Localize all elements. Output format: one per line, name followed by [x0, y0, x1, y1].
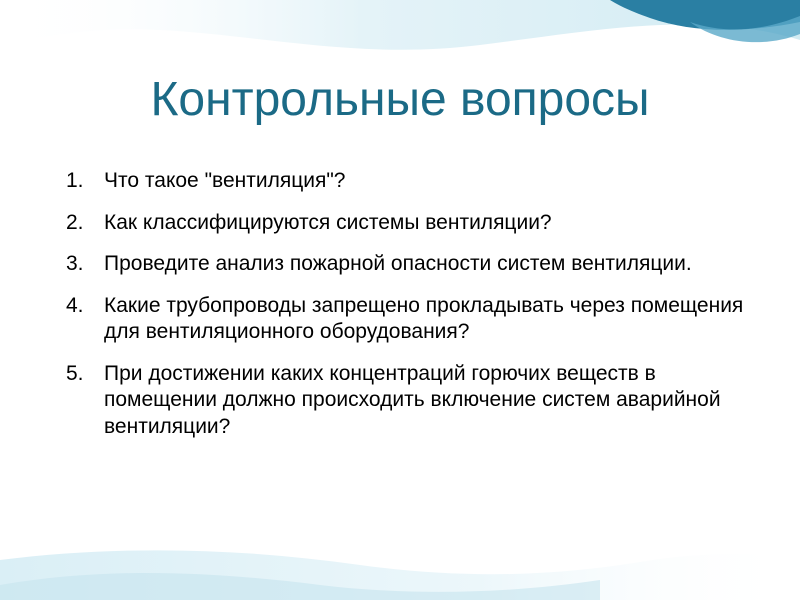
question-number: 5. [66, 361, 84, 385]
question-text: Как классифицируются системы вентиляции? [104, 210, 552, 234]
question-text: Что такое "вентиляция"? [104, 169, 346, 192]
question-item [66, 293, 746, 346]
question-item [66, 251, 746, 278]
question-list [66, 168, 746, 455]
question-item [66, 361, 746, 441]
question-text: При достижении каких концентраций горючих веществ в помещении должно происходить включение систем аварийной вентиляции? [104, 361, 721, 438]
slide-title: Контрольные вопросы [150, 73, 650, 126]
question-number: 2. [66, 210, 84, 234]
question-number: 1. [66, 169, 84, 192]
question-text: Проведите анализ пожарной опасности систем вентиляции. [104, 252, 692, 275]
question-number: 4. [66, 293, 84, 317]
question-number: 3. [66, 252, 84, 275]
question-item [66, 168, 746, 195]
question-item [66, 210, 746, 237]
question-text: Какие трубопроводы запрещено прокладывать через помещения для вентиляционного оборудования? [104, 293, 744, 343]
